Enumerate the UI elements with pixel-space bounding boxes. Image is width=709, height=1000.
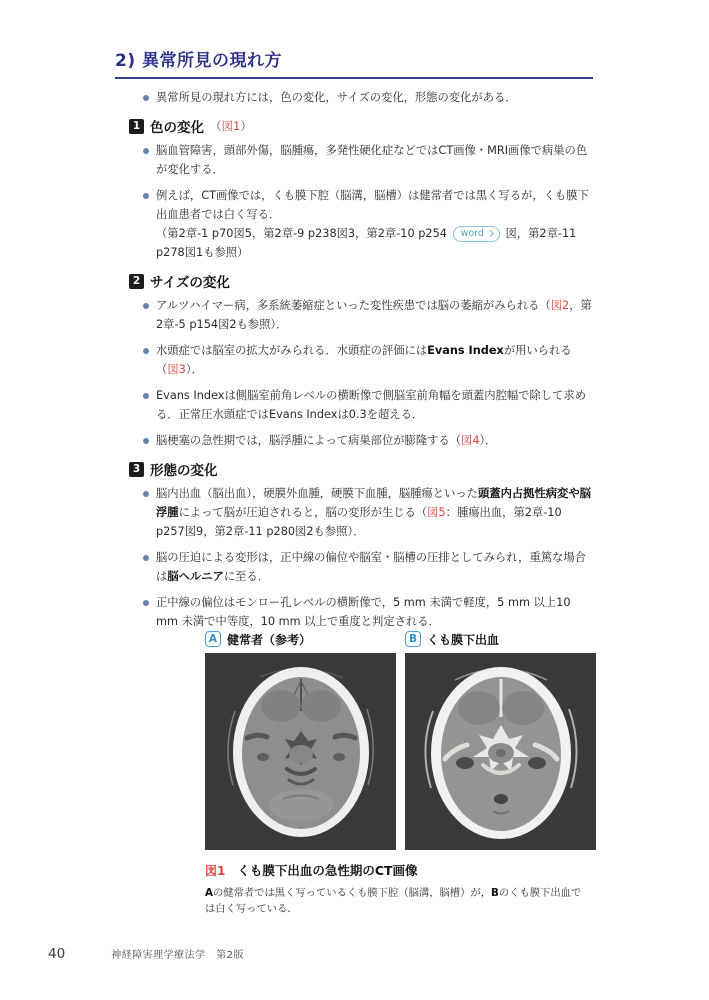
bullet-icon xyxy=(143,348,149,354)
emphasis-text: B xyxy=(491,887,499,899)
figure-ref-red: 図3 xyxy=(167,363,186,376)
text-segment: アルツハイマー病，多系統萎縮症といった変性疾患では脳の萎縮がみられる（ xyxy=(156,299,551,312)
section-header-size-change xyxy=(129,271,593,291)
text-segment: 脳血管障害，頭部外傷，脳腫瘍，多発性硬化症などではCT画像・MRI画像で病巣の色が変化する． xyxy=(156,144,588,176)
ct-image-healthy xyxy=(205,653,396,850)
section-number-badge: 1 xyxy=(129,119,144,134)
text-segment: 例えば，CT画像では，くも膜下腔（脳溝，脳槽）は健常者では黒く写るが，くも膜下出血患者では白く写る． xyxy=(156,189,589,221)
bullet-icon xyxy=(143,491,149,497)
panel-a-label-text: 健常者（参考） xyxy=(227,632,312,647)
list-item xyxy=(143,484,593,541)
bullet-icon xyxy=(143,438,149,444)
figure-ref-red: 図1 xyxy=(221,119,241,133)
chevron-right-icon xyxy=(487,230,494,237)
list-item xyxy=(143,431,593,450)
text-segment: ）． xyxy=(185,363,203,376)
text-segment: によって脳が圧迫されると，脳の変形が生じる（ xyxy=(178,506,428,519)
panel-a-tag-badge: A xyxy=(205,631,221,647)
section-number-badge: 3 xyxy=(129,462,144,477)
text-segment: の健常者では黒く写っているくも膜下腔（脳溝，脳槽）が， xyxy=(212,887,491,899)
figure-title: くも膜下出血の急性期のCT画像 xyxy=(237,863,418,878)
text-segment: Evans Indexは側脳室前角レベルの横断像で側脳室前角幅を頭蓋内腔幅で除して求める．正常圧水頭症ではEvans Indexは0.3を超える． xyxy=(156,389,586,421)
text-segment: が用いられる（ xyxy=(156,344,572,376)
emphasis-text: 脳ヘルニア xyxy=(167,570,224,583)
figure-ref-red: 図4 xyxy=(461,434,480,447)
text-segment: 脳内出血（脳出血），硬膜外血腫，硬膜下血腫，脳腫瘍といった xyxy=(156,487,478,500)
text-segment: ，第2章-5 p154図2も参照）． xyxy=(156,299,592,331)
figure-panel-a xyxy=(205,628,396,850)
page-footer xyxy=(48,946,244,962)
figure-number: 図1 xyxy=(205,864,226,878)
figure-panel-b xyxy=(405,628,596,850)
text-segment: 水頭症では脳室の拡大がみられる．水頭症の評価には xyxy=(156,344,428,357)
text-segment: 脳の圧迫による変形は，正中線の偏位や脳室・脳槽の圧排としてみられ，重篤な場合は xyxy=(156,551,586,583)
cross-reference-line xyxy=(156,224,593,262)
text-segment: 正中線の偏位はモンロー孔レベルの横断像で，5 mm 未満で軽度，5 mm 以上10 mm 未満で中等度，10 mm 以上で重度と判定される． xyxy=(156,596,571,628)
list-item xyxy=(143,548,593,586)
figure-ref-red: 図2 xyxy=(550,299,570,312)
section-header-color-change xyxy=(129,116,593,136)
emphasis-text: 頭蓋内占拠性病変や脳浮腫 xyxy=(156,487,591,519)
bullet-icon xyxy=(143,148,149,154)
list-item xyxy=(143,341,593,379)
list-item xyxy=(143,296,593,334)
section-title: 色の変化 xyxy=(150,120,204,136)
list-item xyxy=(143,386,593,424)
text-segment: に至る． xyxy=(223,570,270,583)
bullet-icon xyxy=(143,303,149,309)
list-item xyxy=(143,88,593,107)
book-title: 神経障害理学療法学 第2版 xyxy=(111,950,245,961)
list-item xyxy=(143,186,593,262)
emphasis-text: A xyxy=(205,887,213,899)
emphasis-text: Evans Index xyxy=(427,344,504,357)
section-title: 形態の変化 xyxy=(150,463,218,479)
text-segment: ：腫瘍出血，第2章-10 p257図9，第2章-11 p280図2も参照）． xyxy=(156,506,562,538)
paren-close: ） xyxy=(240,119,252,133)
bullet-icon xyxy=(143,393,149,399)
intro-text: 異常所見の現れ方には，色の変化，サイズの変化，形態の変化がある． xyxy=(156,91,517,104)
text-segment: のくも膜下出血では白く写っている． xyxy=(205,887,582,915)
page-title: 2) 異常所見の現れ方 xyxy=(115,46,593,79)
bullet-icon xyxy=(143,95,149,101)
text-segment: （第2章-1 p70図5，第2章-9 p238図3，第2章-10 p254 xyxy=(156,227,451,240)
section-title: サイズの変化 xyxy=(150,275,230,291)
figure-reference xyxy=(210,118,252,134)
list-item xyxy=(143,593,593,631)
panel-b-tag-badge: B xyxy=(405,631,421,647)
figure-caption-body xyxy=(205,885,590,917)
panel-a-label xyxy=(205,628,396,650)
ct-image-sah xyxy=(405,653,596,850)
bullet-icon xyxy=(143,600,149,606)
bullet-icon xyxy=(143,555,149,561)
section-header-shape-change xyxy=(129,459,593,479)
bullet-icon xyxy=(143,193,149,199)
paren-open: （ xyxy=(210,119,222,133)
section-number-badge: 2 xyxy=(129,274,144,289)
panel-b-label-text: くも膜下出血 xyxy=(427,632,500,647)
word-tag-label: word xyxy=(460,228,484,239)
text-segment: ）． xyxy=(479,434,497,447)
figure-caption xyxy=(205,861,596,917)
list-item xyxy=(143,141,593,179)
figure-1-block xyxy=(205,628,596,917)
figure-ref-red: 図5 xyxy=(427,506,446,519)
word-tag xyxy=(453,226,500,242)
page-number: 40 xyxy=(48,946,66,962)
main-text-column xyxy=(115,46,593,638)
text-segment: 脳梗塞の急性期では，脳浮腫によって病巣部位が膨隆する（ xyxy=(156,434,462,447)
text-segment: 図，第2章-11 p278図1も参照） xyxy=(156,227,577,259)
panel-b-label xyxy=(405,628,596,650)
